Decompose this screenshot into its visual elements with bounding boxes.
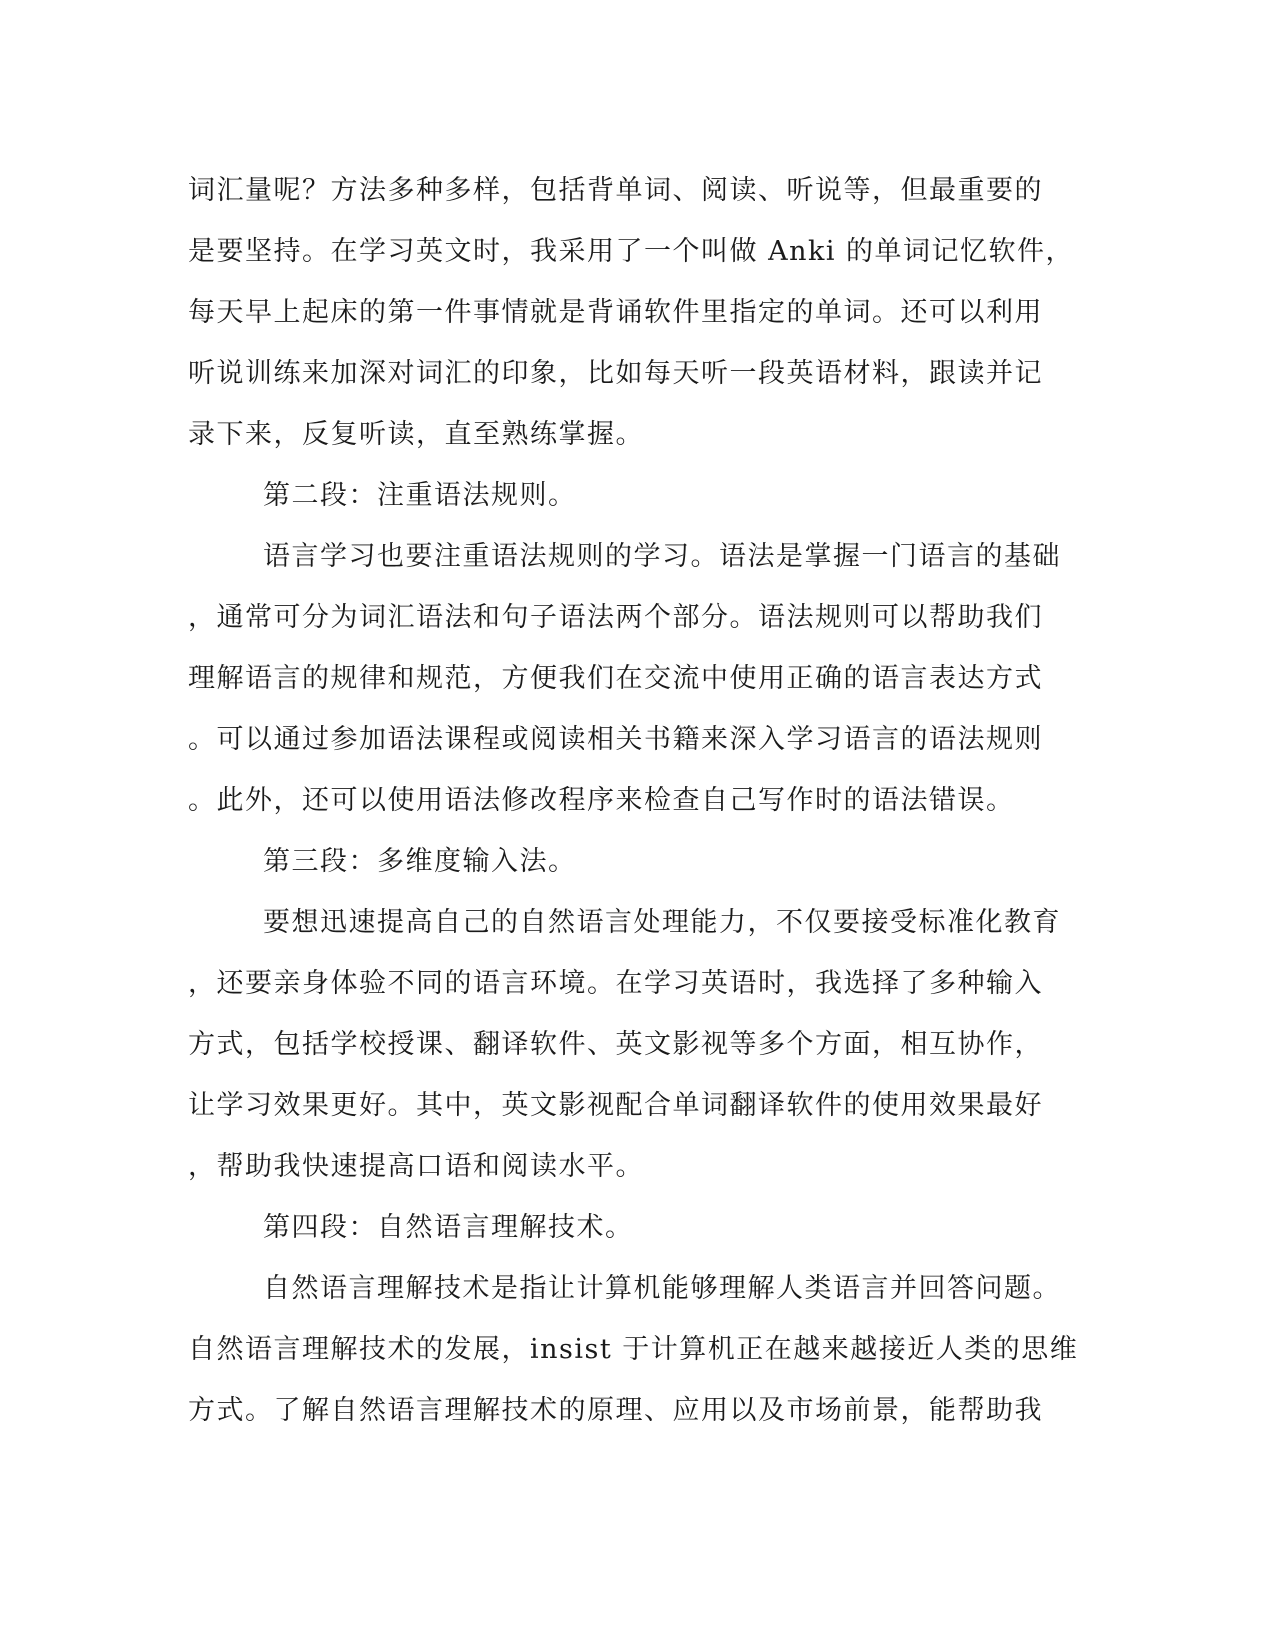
section-heading: 第三段：多维度输入法。 bbox=[263, 846, 577, 877]
paragraph-line: 是要坚持。在学习英文时，我采用了一个叫做 Anki 的单词记忆软件， bbox=[188, 236, 1075, 267]
paragraph-line: 方式。了解自然语言理解技术的原理、应用以及市场前景，能帮助我 bbox=[188, 1395, 1043, 1426]
paragraph-line: 。可以通过参加语法课程或阅读相关书籍来深入学习语言的语法规则 bbox=[188, 724, 1043, 755]
section-heading: 第四段：自然语言理解技术。 bbox=[263, 1212, 634, 1243]
paragraph-line: ，帮助我快速提高口语和阅读水平。 bbox=[188, 1151, 644, 1182]
paragraph-line: 理解语言的规律和规范，方便我们在交流中使用正确的语言表达方式 bbox=[188, 663, 1043, 694]
paragraph-line: 听说训练来加深对词汇的印象，比如每天听一段英语材料，跟读并记 bbox=[188, 358, 1043, 389]
paragraph-line: 词汇量呢？方法多种多样，包括背单词、阅读、听说等，但最重要的 bbox=[188, 175, 1043, 206]
paragraph-line: 方式，包括学校授课、翻译软件、英文影视等多个方面，相互协作， bbox=[188, 1029, 1043, 1060]
section-heading: 第二段：注重语法规则。 bbox=[263, 480, 577, 511]
paragraph-line: 录下来，反复听读，直至熟练掌握。 bbox=[188, 419, 644, 450]
paragraph-line: 让学习效果更好。其中，英文影视配合单词翻译软件的使用效果最好 bbox=[188, 1090, 1043, 1121]
paragraph-line: 自然语言理解技术的发展，insist 于计算机正在越来越接近人类的思维 bbox=[188, 1334, 1079, 1365]
paragraph-line: 语言学习也要注重语法规则的学习。语法是掌握一门语言的基础 bbox=[263, 541, 1061, 572]
paragraph-line: ，通常可分为词汇语法和句子语法两个部分。语法规则可以帮助我们 bbox=[188, 602, 1043, 633]
paragraph-line: 要想迅速提高自己的自然语言处理能力，不仅要接受标准化教育 bbox=[263, 907, 1061, 938]
paragraph-line: 。此外，还可以使用语法修改程序来检查自己写作时的语法错误。 bbox=[188, 785, 1015, 816]
paragraph-line: 每天早上起床的第一件事情就是背诵软件里指定的单词。还可以利用 bbox=[188, 297, 1043, 328]
paragraph-line: ，还要亲身体验不同的语言环境。在学习英语时，我选择了多种输入 bbox=[188, 968, 1043, 999]
paragraph-line: 自然语言理解技术是指让计算机能够理解人类语言并回答问题。 bbox=[263, 1273, 1061, 1304]
document-body bbox=[188, 160, 1088, 1441]
